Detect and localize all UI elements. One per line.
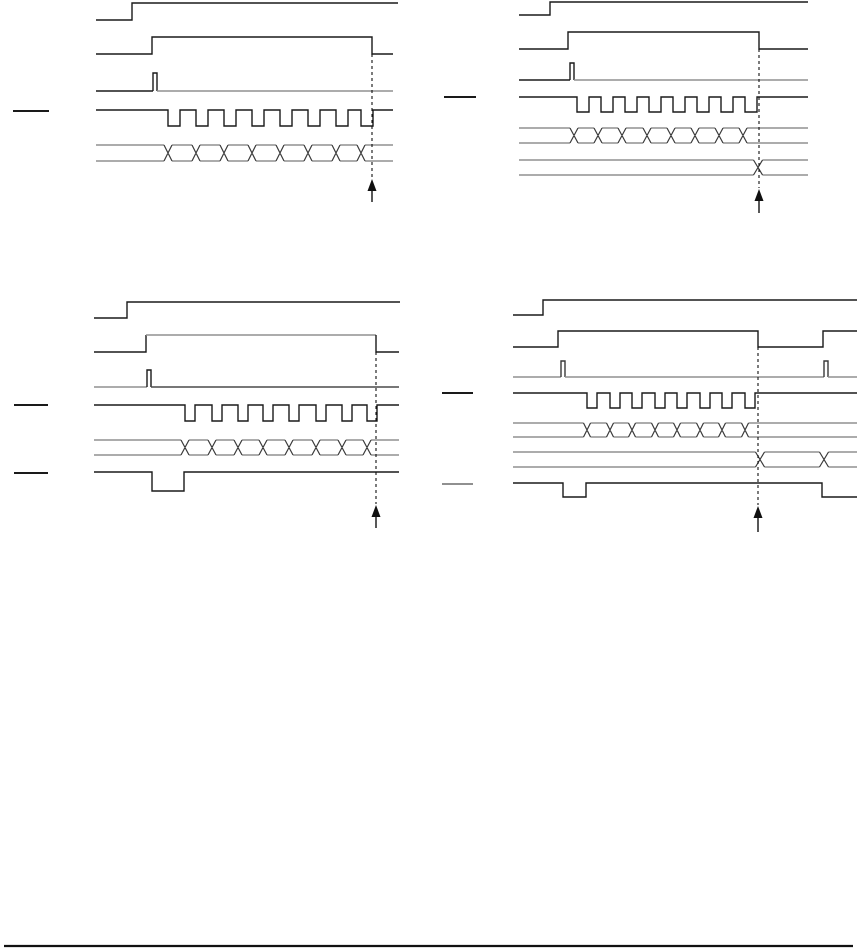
output-bus-signal-crossings <box>754 160 763 175</box>
clock-signal <box>96 110 393 126</box>
clock-signal <box>513 393 857 408</box>
step-signal <box>519 2 808 15</box>
gate-signal <box>513 331 857 347</box>
trigger-pulse-signal-pulse <box>561 361 565 377</box>
gate-signal <box>96 37 393 54</box>
clock-signal <box>519 97 808 112</box>
trigger-pulse-signal-pulse <box>570 63 574 80</box>
up-arrow-icon <box>372 505 381 517</box>
up-arrow-icon <box>368 179 377 191</box>
select-signal <box>513 483 857 497</box>
trigger-pulse-signal-pulse <box>147 370 151 387</box>
output-bus-signal-rails <box>519 160 808 175</box>
clock-signal <box>94 405 399 421</box>
step-signal <box>94 302 400 318</box>
gate-signal-tail <box>376 335 399 352</box>
gate-signal <box>519 32 808 49</box>
up-arrow-icon <box>754 506 763 518</box>
timing-panel-bottom-left <box>14 302 400 528</box>
trigger-pulse-signal-pulse <box>824 361 828 377</box>
data-bus-signal-crossings <box>570 128 747 143</box>
output-bus-signal-crossings <box>756 452 829 467</box>
trigger-pulse-signal-pulse <box>153 73 157 91</box>
up-arrow-icon <box>755 189 764 201</box>
data-bus-signal-crossings <box>584 423 749 437</box>
data-bus-signal-crossings <box>181 440 371 455</box>
timing-panel-top-left <box>13 3 398 202</box>
data-bus-signal-crossings <box>164 145 365 161</box>
data-bus-signal-rails <box>96 145 393 161</box>
data-bus-signal-rails <box>519 128 808 143</box>
data-bus-signal-rails <box>513 423 857 437</box>
timing-panel-bottom-right <box>442 300 857 532</box>
select-signal <box>94 472 399 491</box>
data-bus-signal-rails <box>94 440 399 455</box>
gate-signal <box>94 335 146 352</box>
timing-panel-top-right <box>444 2 808 213</box>
step-signal <box>513 300 857 315</box>
output-bus-signal-rails <box>513 452 857 467</box>
step-signal <box>96 3 398 20</box>
